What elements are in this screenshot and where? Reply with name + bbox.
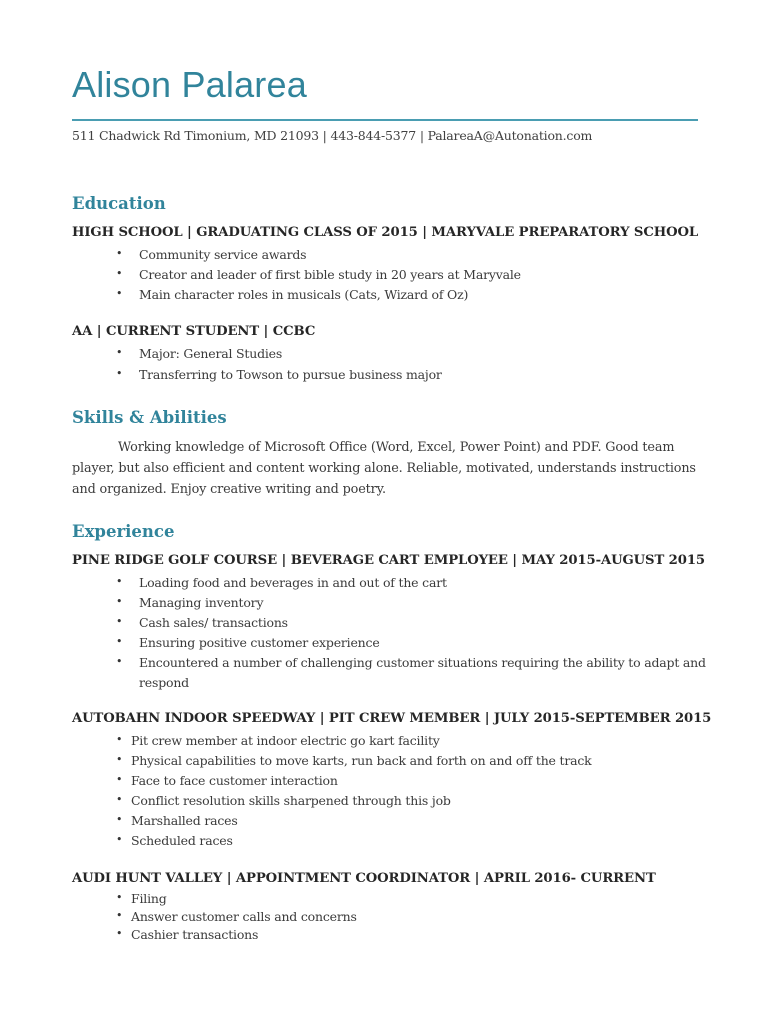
list-item — [72, 909, 357, 927]
list-item-text: Main character roles in musicals (Cats, Wizard of Oz) — [139, 287, 469, 302]
bullet-icon: • — [116, 575, 123, 588]
list-item — [72, 595, 706, 615]
list-item — [72, 813, 592, 833]
experience-heading-autobahn: AUTOBAHN INDOOR SPEEDWAY | PIT CREW MEMBER | JULY 2015-SEPTEMBER 2015 — [72, 711, 712, 726]
section-title-experience: Experience — [72, 522, 175, 541]
list-item-text: Ensuring positive customer experience — [139, 635, 380, 650]
list-item — [72, 655, 706, 675]
list-item-text: Loading food and beverages in and out of the cart — [139, 575, 447, 590]
education-bullets-high-school — [72, 247, 521, 307]
list-item-text: Cashier transactions — [131, 927, 259, 942]
section-title-education: Education — [72, 194, 166, 213]
resume-name: Alison Palarea — [72, 64, 307, 105]
education-bullets-ccbc — [72, 346, 442, 388]
list-item — [72, 367, 442, 388]
list-item — [72, 615, 706, 635]
bullet-icon: • — [116, 927, 123, 940]
list-item — [72, 247, 521, 267]
bullet-icon: • — [116, 813, 123, 826]
list-item-text: Community service awards — [139, 247, 307, 262]
experience-bullets-audi — [72, 891, 357, 945]
bullet-icon: • — [116, 367, 123, 380]
bullet-icon: • — [116, 753, 123, 766]
bullet-icon: • — [116, 655, 123, 668]
list-item — [72, 287, 521, 307]
bullet-icon: • — [116, 635, 123, 648]
bullet-icon: • — [116, 833, 123, 846]
education-heading-high-school: HIGH SCHOOL | GRADUATING CLASS OF 2015 | MARYVALE PREPARATORY SCHOOL — [72, 225, 699, 240]
list-item-text: respond — [139, 675, 189, 690]
list-item-text: Cash sales/ transactions — [139, 615, 288, 630]
list-item — [72, 267, 521, 287]
list-item-text: Transferring to Towson to pursue business major — [139, 367, 442, 382]
list-item-text: Marshalled races — [131, 813, 238, 828]
section-title-skills: Skills & Abilities — [72, 408, 227, 427]
list-item-text: Managing inventory — [139, 595, 264, 610]
bullet-icon: • — [116, 891, 123, 904]
list-item-text: Scheduled races — [131, 833, 233, 848]
experience-bullets-pine-ridge — [72, 575, 706, 695]
list-item-text: Encountered a number of challenging customer situations requiring the ability to adapt and — [139, 655, 706, 670]
bullet-icon: • — [116, 909, 123, 922]
contact-line: 511 Chadwick Rd Timonium, MD 21093 | 443-844-5377 | PalareaA@Autonation.com — [72, 128, 593, 143]
experience-heading-audi: AUDI HUNT VALLEY | APPOINTMENT COORDINATOR | APRIL 2016- CURRENT — [72, 871, 656, 886]
experience-heading-pine-ridge: PINE RIDGE GOLF COURSE | BEVERAGE CART EMPLOYEE | MAY 2015-AUGUST 2015 — [72, 553, 705, 568]
list-item — [72, 927, 357, 945]
list-item — [72, 833, 592, 853]
bullet-icon: • — [116, 346, 123, 359]
list-item — [72, 773, 592, 793]
list-item-continued — [72, 675, 706, 695]
bullet-icon: • — [116, 267, 123, 280]
bullet-icon: • — [116, 615, 123, 628]
list-item — [72, 733, 592, 753]
skills-paragraph: Working knowledge of Microsoft Office (Word, Excel, Power Point) and PDF. Good team player, but also efficient and content working alone. Reliable, motivated, understands instructions and organized. Enjoy creative writing and poetry. — [72, 440, 696, 497]
list-item-text: Major: General Studies — [139, 346, 283, 361]
list-item — [72, 575, 706, 595]
list-item — [72, 793, 592, 813]
list-item-text: Filing — [131, 891, 167, 906]
list-item-text: Answer customer calls and concerns — [131, 909, 357, 924]
bullet-icon: • — [116, 773, 123, 786]
list-item-text: Face to face customer interaction — [131, 773, 338, 788]
list-item — [72, 635, 706, 655]
list-item-text: Pit crew member at indoor electric go kart facility — [131, 733, 440, 748]
list-item — [72, 346, 442, 367]
bullet-icon: • — [116, 793, 123, 806]
list-item-text: Physical capabilities to move karts, run back and forth on and off the track — [131, 753, 592, 768]
bullet-icon: • — [116, 733, 123, 746]
experience-bullets-autobahn — [72, 733, 592, 853]
bullet-icon: • — [116, 287, 123, 300]
list-item-text: Conflict resolution skills sharpened through this job — [131, 793, 451, 808]
list-item — [72, 753, 592, 773]
bullet-icon: • — [116, 247, 123, 260]
list-item — [72, 891, 357, 909]
list-item-text: Creator and leader of first bible study in 20 years at Maryvale — [139, 267, 521, 282]
header-rule — [72, 119, 698, 121]
bullet-icon: • — [116, 595, 123, 608]
education-heading-ccbc: AA | CURRENT STUDENT | CCBC — [72, 324, 316, 339]
